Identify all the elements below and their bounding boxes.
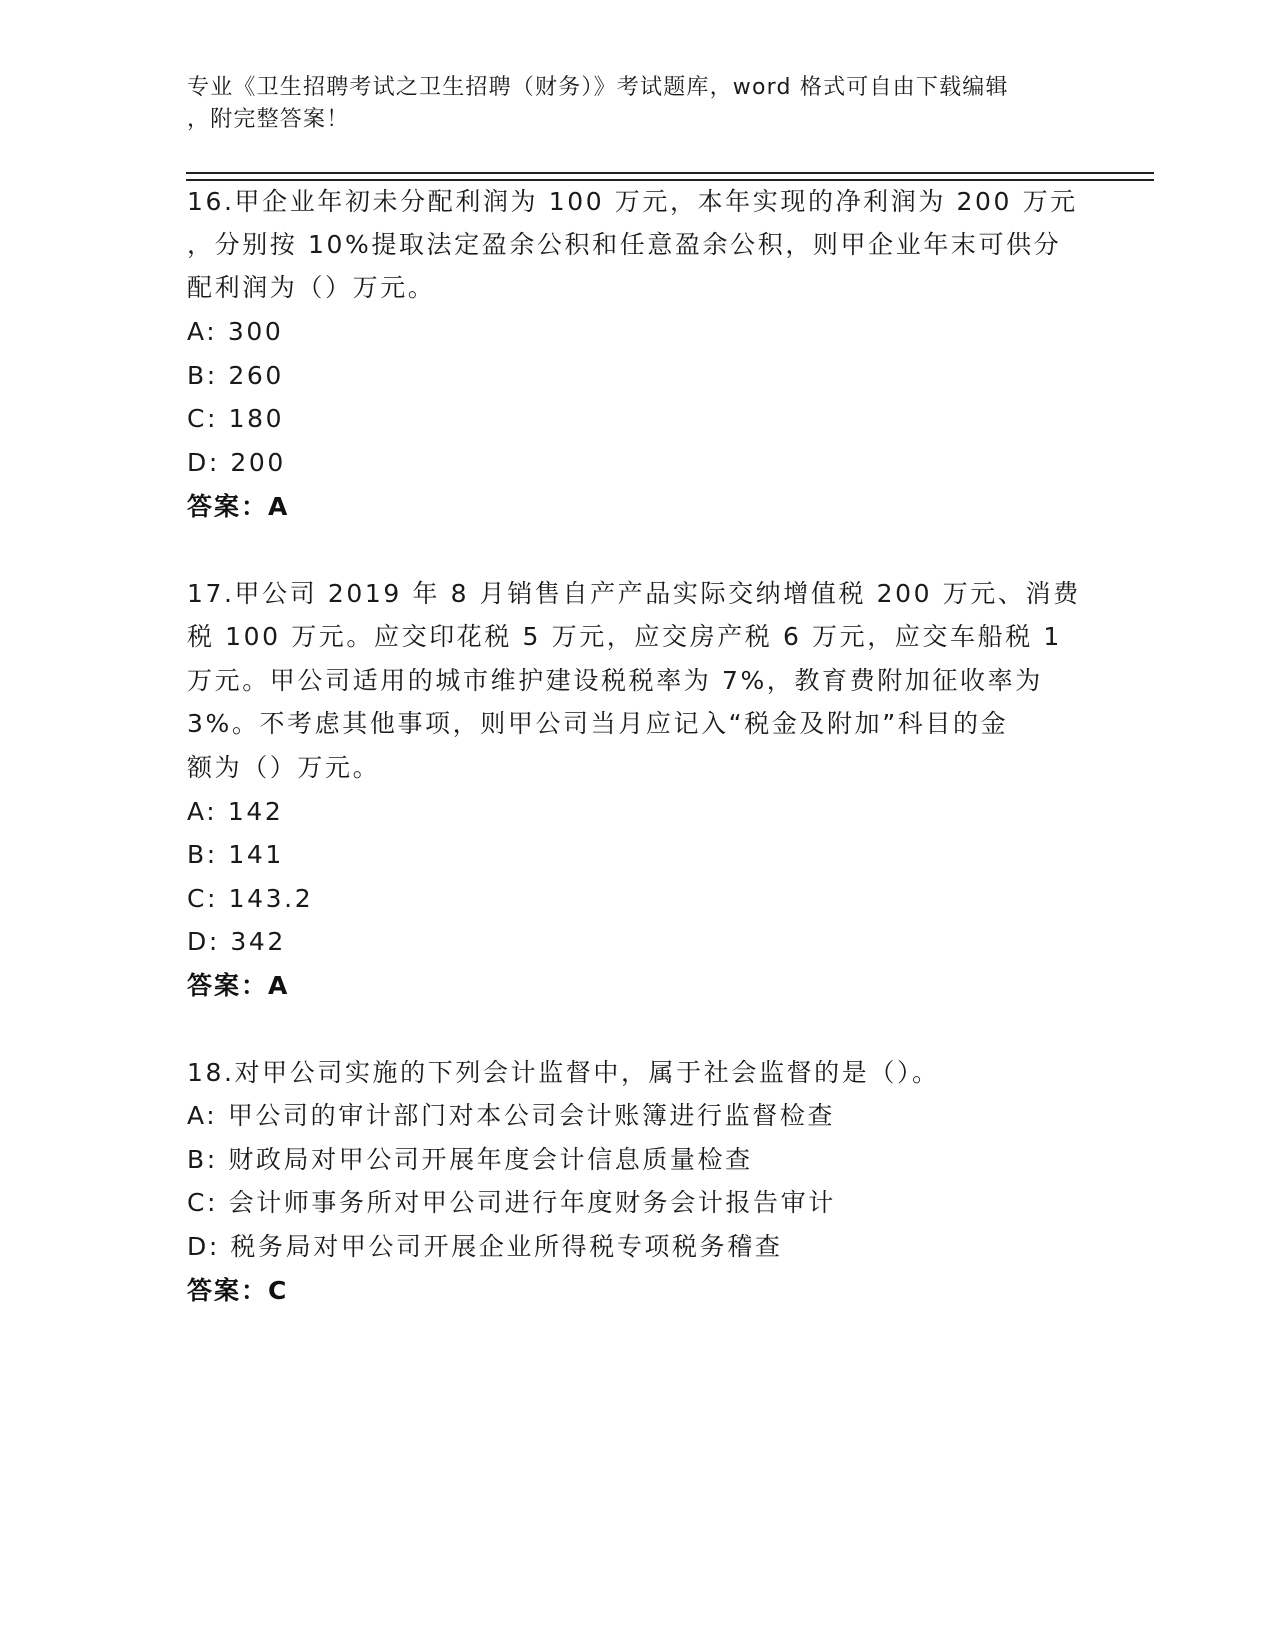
question-16-stem-line-3: 配利润为（）万元。 [187,273,436,302]
question-18-stem-line-1: 18.对甲公司实施的下列会计监督中，属于社会监督的是（）。 [187,1058,940,1087]
question-16-option-c: C: 180 [187,404,285,433]
question-17-answer: 答案：A [187,971,290,1000]
question-16-option-a: A: 300 [187,317,284,346]
question-16-option-b: B: 260 [187,361,284,390]
header-rule-bottom [186,179,1154,181]
question-16-stem-line-2: ，分别按 10%提取法定盈余公积和任意盈余公积，则甲企业年末可供分 [187,230,1062,259]
question-17-option-a: A: 142 [187,797,284,826]
question-18-option-b: B: 财政局对甲公司开展年度会计信息质量检查 [187,1145,753,1174]
question-17-stem-line-4: 3%。不考虑其他事项，则甲公司当月应记入“税金及附加”科目的金 [187,709,1009,738]
question-16-option-d: D: 200 [187,448,286,477]
question-16-answer: 答案：A [187,492,290,521]
question-18-option-a: A: 甲公司的审计部门对本公司会计账簿进行监督检查 [187,1101,836,1130]
question-17-stem-line-1: 17.甲公司 2019 年 8 月销售自产产品实际交纳增值税 200 万元、消费 [187,579,1081,608]
header-line-2: ，附完整答案！ [187,107,350,132]
question-17-option-d: D: 342 [187,927,286,956]
header-line-1: 专业《卫生招聘考试之卫生招聘（财务）》考试题库，word 格式可自由下载编辑 [187,75,1009,100]
question-17-stem-line-5: 额为（）万元。 [187,753,381,782]
question-18-option-d: D: 税务局对甲公司开展企业所得税专项税务稽查 [187,1232,783,1261]
question-18-answer: 答案：C [187,1276,289,1305]
header-rule-top [186,172,1154,174]
question-16-stem-line-1: 16.甲企业年初未分配利润为 100 万元，本年实现的净利润为 200 万元 [187,187,1078,216]
question-17-option-c: C: 143.2 [187,884,314,913]
question-18-option-c: C: 会计师事务所对甲公司进行年度财务会计报告审计 [187,1188,836,1217]
question-17-stem-line-2: 税 100 万元。应交印花税 5 万元，应交房产税 6 万元，应交车船税 1 [187,622,1062,651]
question-17-option-b: B: 141 [187,840,284,869]
question-17-stem-line-3: 万元。甲公司适用的城市维护建设税税率为 7%，教育费附加征收率为 [187,666,1043,695]
